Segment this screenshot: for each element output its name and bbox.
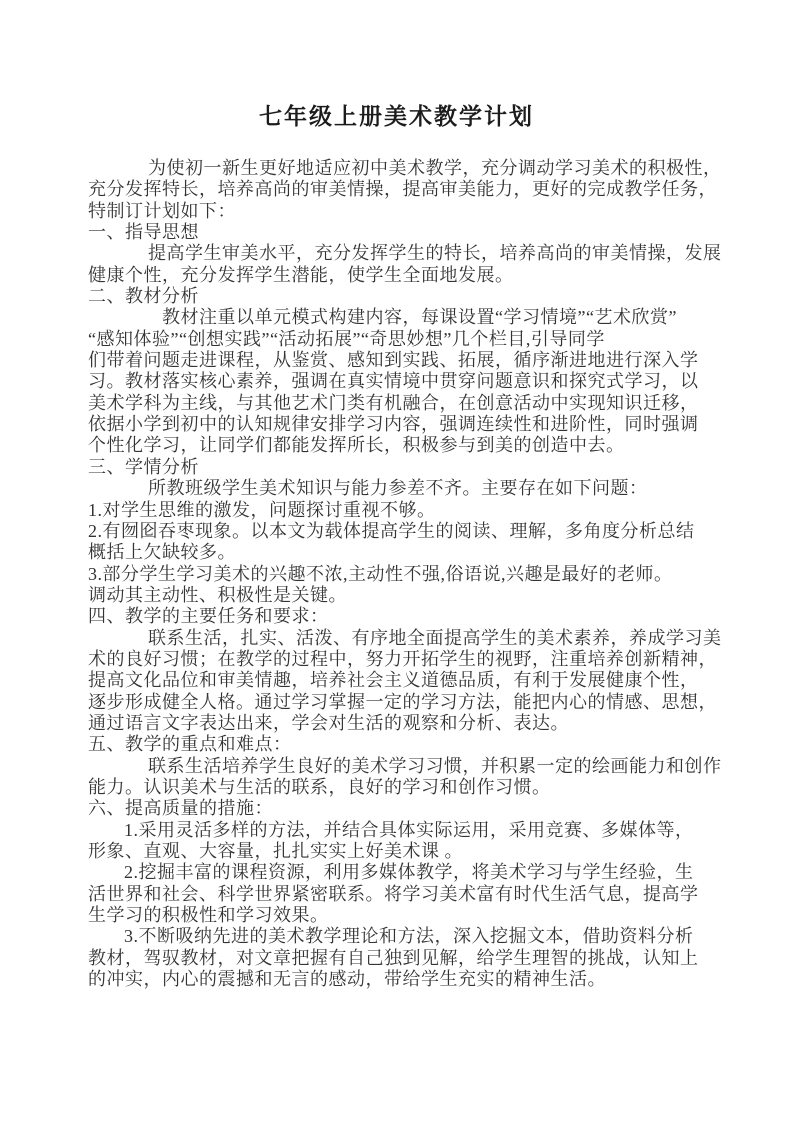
text-line: 教材注重以单元模式构建内容，每课设置“学习情境”“艺术欣赏” (162, 307, 677, 328)
text-line: 习。教材落实核心素养，强调在真实情境中贯穿问题意识和探究式学习，以 (88, 371, 699, 392)
text-line: 们带着问题走进课程，从鉴赏、感知到实践、拓展，循序渐进地进行深入学 (88, 350, 699, 371)
document-title: 七年级上册美术教学计划 (259, 104, 534, 129)
text-line: 通过语言文字表达出来，学会对生活的观察和分析、表达。 (88, 712, 569, 733)
text-line: 1.采用灵活多样的方法，并结合具体实际运用，采用竞赛、多媒体等， (124, 819, 694, 840)
text-line: 五、教学的重点和难点： (88, 734, 292, 755)
text-line: 教材，驾驭教材，对文章把握有自己独到见解，给学生理智的挑战，认知上 (88, 947, 699, 968)
text-line: “感知体验”“创想实践”“活动拓展”“奇思妙想”几个栏目,引导同学 (88, 328, 605, 349)
text-line: 个性化学习，让同学们都能发挥所长，积极参与到美的创造中去。 (88, 435, 625, 456)
text-line: 术的良好习惯；在教学的过程中，努力开拓学生的视野，注重培养创新精神， (88, 648, 717, 669)
text-line: 逐步形成健全人格。通过学习掌握一定的学习方法，能把内心的情感、思想， (88, 691, 717, 712)
text-line: 3.不断吸纳先进的美术教学理论和方法，深入挖掘文本，借助资料分析 (124, 926, 694, 947)
text-line: 美术学科为主线，与其他艺术门类有机融合，在创意活动中实现知识迁移， (88, 392, 699, 413)
text-line: 一、指导思想 (88, 222, 199, 243)
text-line: 形象、直观、大容量，扎扎实实上好美术课 。 (88, 841, 463, 861)
text-line: 充分发挥特长，培养高尚的审美情操，提高审美能力，更好的完成教学任务， (88, 179, 717, 200)
document-body (88, 158, 728, 990)
text-line: 的冲实，内心的震撼和无言的感动，带给学生充实的精神生活。 (88, 969, 606, 990)
text-line: 调动其主动性、积极性是关键。 (88, 584, 347, 605)
text-line: 所教班级学生美术知识与能力参差不齐。主要存在如下问题： (148, 478, 648, 499)
text-line: 概括上欠缺较多。 (88, 542, 236, 563)
text-line: 2.有囫囵吞枣现象。以本文为载体提高学生的阅读、理解，多角度分析总结 (88, 520, 695, 541)
text-line: 为使初一新生更好地适应初中美术教学，充分调动学习美术的积极性， (148, 158, 722, 178)
text-line: 四、教学的主要任务和要求： (88, 606, 329, 627)
text-line: 2.挖掘丰富的课程资源，利用多媒体教学，将美术学习与学生经验，生 (124, 862, 694, 883)
text-line: 活世界和社会、科学世界紧密联系。将学习美术富有时代生活气息，提高学 (88, 883, 699, 904)
text-line: 1.对学生思维的激发，问题探讨重视不够。 (88, 499, 436, 520)
text-line: 联系生活培养学生良好的美术学习习惯，并积累一定的绘画能力和创作 (148, 755, 722, 776)
text-line: 三、学情分析 (88, 456, 199, 477)
text-line: 特制订计划如下： (88, 200, 236, 221)
text-line: 二、教材分析 (88, 286, 199, 307)
text-line: 健康个性，充分发挥学生潜能，使学生全面地发展。 (88, 264, 514, 285)
text-line: 生学习的积极性和学习效果。 (88, 905, 329, 926)
text-line: 六、提高质量的措施： (88, 798, 273, 819)
text-line: 依据小学到初中的认知规律安排学习内容，强调连续性和进阶性，同时强调 (88, 414, 699, 435)
text-line: 提高文化品位和审美情趣，培养社会主义道德品质，有利于发展健康个性， (88, 670, 699, 691)
text-line: 联系生活，扎实、活泼、有序地全面提高学生的美术素养，养成学习美 (148, 627, 722, 648)
text-line: 提高学生审美水平，充分发挥学生的特长，培养高尚的审美情操，发展 (148, 243, 722, 264)
text-line: 能力。认识美术与生活的联系，良好的学习和创作习惯。 (88, 776, 551, 797)
text-line: 3.部分学生学习美术的兴趣不浓,主动性不强,俗语说,兴趣是最好的老师。 (88, 563, 673, 584)
